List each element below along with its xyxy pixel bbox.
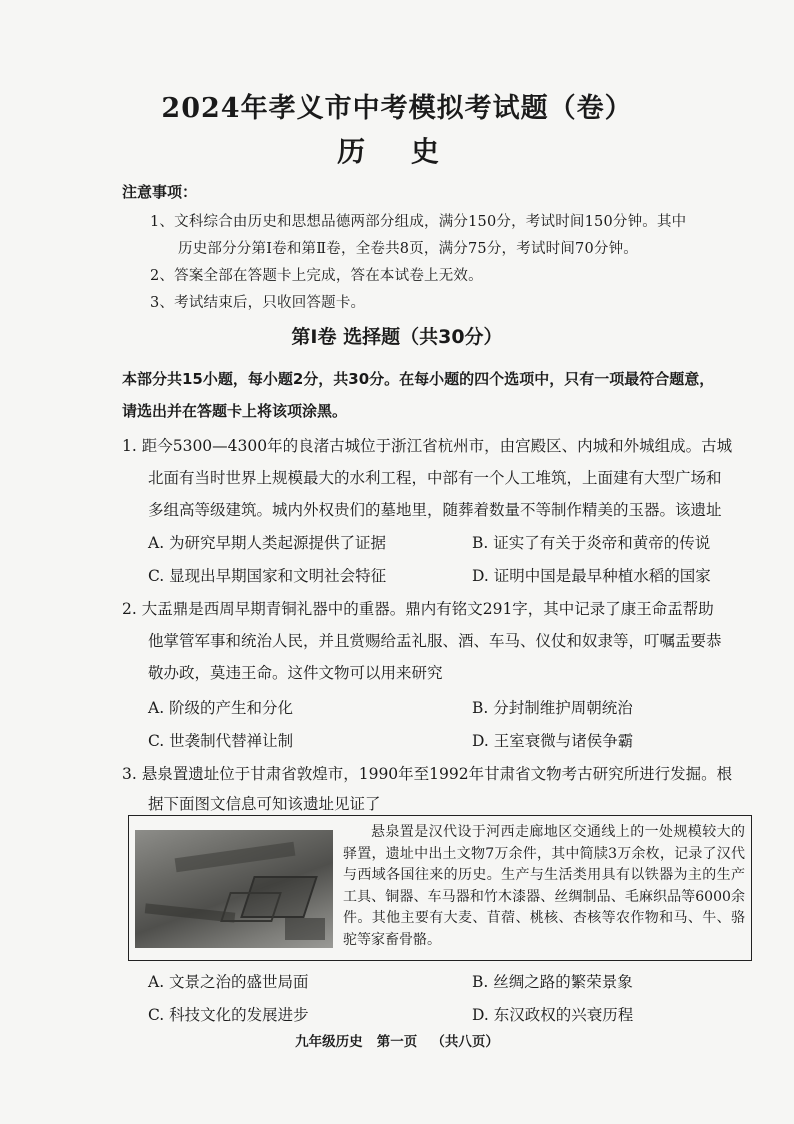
section-instructions: 请选出并在答题卡上将该项涂黑。 — [122, 402, 348, 420]
option-b: B. 分封制维护周朝统治 — [472, 699, 633, 717]
notice-item: 历史部分分第Ⅰ卷和第Ⅱ卷，全卷共8页，满分75分，考试时间70分钟。 — [178, 241, 639, 257]
question-stem: 2. 大盂鼎是西周早期青铜礼器中的重器。鼎内有铭文291字，其中记录了康王命盂帮助 — [122, 600, 714, 618]
question-stem: 北面有当时世界上规模最大的水利工程，中部有一个人工堆筑，上面建有大型广场和 — [148, 469, 722, 487]
notice-item: 1、文科综合由历史和思想品德两部分组成，满分150分，考试时间150分钟。其中 — [150, 214, 687, 230]
question-figure — [128, 815, 752, 961]
page-footer: 九年级历史 第一页 （共八页） — [295, 1034, 499, 1050]
question-stem: 据下面图文信息可知该遗址见证了 — [148, 795, 381, 813]
option-c: C. 世袭制代替禅让制 — [148, 732, 294, 750]
notice-heading: 注意事项： — [122, 183, 198, 201]
option-c: C. 科技文化的发展进步 — [148, 1006, 309, 1024]
option-a: A. 文景之治的盛世局面 — [148, 973, 309, 991]
notice-item: 2、答案全部在答题卡上完成，答在本试卷上无效。 — [150, 268, 483, 284]
option-d: D. 证明中国是最早种植水稻的国家 — [472, 567, 711, 585]
question-stem: 他掌管军事和统治人民，并且赏赐给盂礼服、酒、车马、仪仗和奴隶等，叮嘱盂要恭 — [148, 632, 722, 650]
question-stem: 多组高等级建筑。城内外权贵们的墓地里，随葬着数量不等制作精美的玉器。该遗址 — [148, 501, 722, 519]
option-a: A. 阶级的产生和分化 — [148, 699, 294, 717]
option-d: D. 东汉政权的兴衰历程 — [472, 1006, 634, 1024]
section-title: 第Ⅰ卷 选择题（共30分） — [291, 326, 503, 348]
option-a: A. 为研究早期人类起源提供了证据 — [148, 534, 387, 552]
question-stem: 3. 悬泉置遗址位于甘肃省敦煌市，1990年至1992年甘肃省文物考古研究所进行发掘。根 — [122, 765, 733, 783]
ruins-photo — [135, 830, 333, 948]
notice-item: 3、考试结束后，只收回答题卡。 — [150, 295, 366, 311]
option-b: B. 丝绸之路的繁荣景象 — [472, 973, 633, 991]
question-stem: 敬办政，莫违王命。这件文物可以用来研究 — [148, 664, 443, 682]
question-stem: 1. 距今5300—4300年的良渚古城位于浙江省杭州市，由宫殿区、内城和外城组成。古城 — [122, 437, 733, 455]
exam-title: 2024年孝义市中考模拟考试题（卷） — [161, 93, 633, 124]
section-instructions: 本部分共15小题，每小题2分，共30分。在每小题的四个选项中，只有一项最符合题意， — [122, 370, 715, 388]
option-b: B. 证实了有关于炎帝和黄帝的传说 — [472, 534, 711, 552]
option-c: C. 显现出早期国家和文明社会特征 — [148, 567, 387, 585]
figure-caption-text: 悬泉置是汉代设于河西走廊地区交通线上的一处规模较大的驿置，遗址中出土文物7万余件，其中简牍3万余枚，记录了汉代与西域各国往来的历史。生产与生活类用具有以铁器为主的生产工具、铜器、车马器和竹木漆器、丝绸制品、毛麻织品等6000余件。其他主要有大麦、苜蓿、桃核、杏核等农作物和马、牛、骆驼等家畜骨骼。 — [343, 824, 745, 948]
option-d: D. 王室衰微与诸侯争霸 — [472, 732, 634, 750]
subject-title: 历 史 — [337, 135, 457, 168]
